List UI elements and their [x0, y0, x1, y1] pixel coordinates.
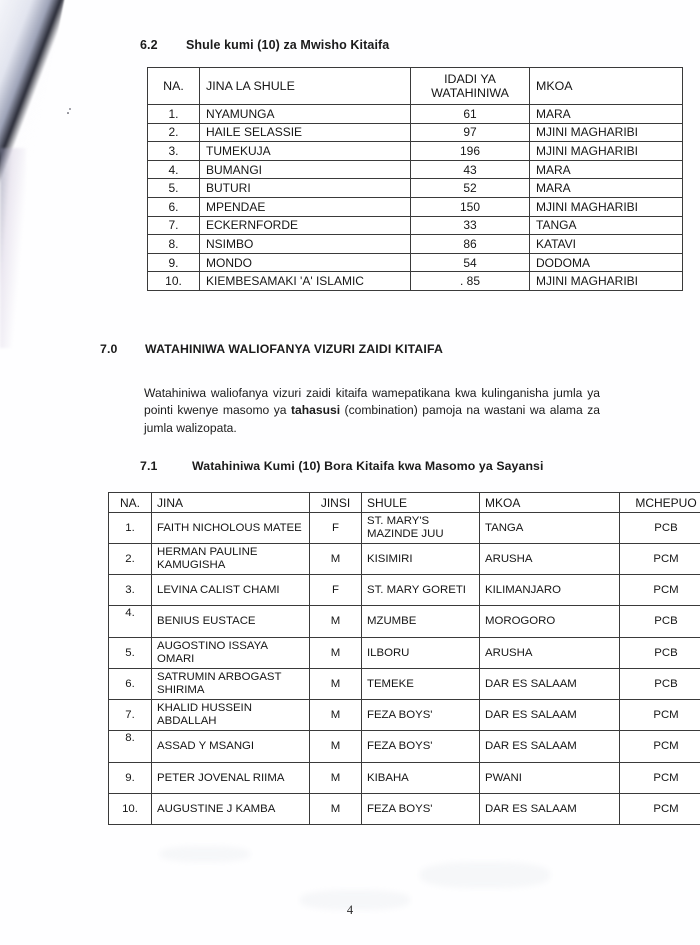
table-row: [109, 700, 700, 731]
cell-combination: PCM: [620, 763, 700, 794]
cell-na: 9.: [109, 763, 152, 794]
column-header-region: MKOA: [480, 493, 620, 513]
cell-school: ST. MARY'S MAZINDE JUU: [362, 513, 480, 544]
cell-na: 5.: [148, 179, 200, 198]
paragraph-part-2: (combination) pamoja na wastani wa alama za jumla walizopata.: [144, 403, 600, 435]
cell-combination: PCM: [620, 575, 700, 606]
cell-combination: PCM: [620, 794, 700, 825]
cell-na: 2.: [109, 544, 152, 575]
table-row: [109, 763, 700, 794]
column-header-na: NA.: [109, 493, 152, 513]
table-row: [109, 513, 700, 544]
cell-student-name: SATRUMIN ARBOGAST SHIRIMA: [152, 669, 310, 700]
cell-candidate-count: 54: [411, 253, 530, 272]
cell-combination: PCM: [620, 544, 700, 575]
cell-sex: M: [310, 638, 362, 669]
cell-region: DODOMA: [530, 253, 683, 272]
cell-candidate-count: 196: [411, 142, 530, 161]
cell-school-name: MONDO: [200, 253, 411, 272]
cell-school-name: NYAMUNGA: [200, 105, 411, 124]
paragraph-emphasis-tahasusi: tahasusi: [290, 403, 341, 418]
cell-sex: M: [310, 794, 362, 825]
scan-edge-shadow: [0, 0, 66, 314]
cell-region: MJINI MAGHARIBI: [530, 272, 683, 291]
cell-region: MARA: [530, 105, 683, 124]
cell-region: DAR ES SALAAM: [480, 700, 620, 731]
cell-na: 1.: [109, 513, 152, 544]
table-row: [109, 544, 700, 575]
cell-na: 4.: [148, 160, 200, 179]
table-row: [148, 216, 683, 235]
cell-na: 9.: [148, 253, 200, 272]
cell-school: ILBORU: [362, 638, 480, 669]
table-row: [148, 253, 683, 272]
cell-region: MARA: [530, 179, 683, 198]
cell-candidate-count: 52: [411, 179, 530, 198]
cell-sex: M: [310, 731, 362, 763]
cell-sex: M: [310, 700, 362, 731]
table-row: [148, 142, 683, 161]
cell-na: 3.: [148, 142, 200, 161]
cell-school-name: TUMEKUJA: [200, 142, 411, 161]
cell-na: 10.: [109, 794, 152, 825]
cell-candidate-count: 97: [411, 123, 530, 142]
cell-school: FEZA BOYS': [362, 700, 480, 731]
column-header-na: NA.: [148, 68, 200, 105]
cell-region: TANGA: [530, 216, 683, 235]
cell-student-name: PETER JOVENAL RIIMA: [152, 763, 310, 794]
table-row: [148, 123, 683, 142]
cell-region: PWANI: [480, 763, 620, 794]
scan-bleed-mark: [420, 862, 550, 888]
cell-combination: PCM: [620, 731, 700, 763]
paragraph-part-1: Watahiniwa waliofanya vizuri zaidi kitaifa wamepatikana kwa kulinganisha jumla ya pointi kwenye masomo ya: [144, 386, 600, 418]
table-header-row: [148, 68, 683, 105]
cell-school: FEZA BOYS': [362, 794, 480, 825]
cell-school-name: HAILE SELASSIE: [200, 123, 411, 142]
section-number: 7.0: [100, 342, 118, 356]
table-row: [148, 197, 683, 216]
section-heading-7-0: [100, 342, 443, 356]
cell-student-name: BENIUS EUSTACE: [152, 606, 310, 638]
table-row: [109, 575, 700, 606]
table-row: [109, 731, 700, 763]
section-number: 7.1: [140, 459, 158, 473]
cell-candidate-count: 43: [411, 160, 530, 179]
section-title: WATAHINIWA WALIOFANYA VIZURI ZAIDI KITAIFA: [145, 342, 443, 356]
cell-school-name: ECKERNFORDE: [200, 216, 411, 235]
cell-region: DAR ES SALAAM: [480, 794, 620, 825]
cell-school: FEZA BOYS': [362, 731, 480, 763]
cell-sex: M: [310, 606, 362, 638]
cell-school: ST. MARY GORETI: [362, 575, 480, 606]
cell-candidate-count: 150: [411, 197, 530, 216]
cell-region: MJINI MAGHARIBI: [530, 142, 683, 161]
section-heading-6-2: [140, 38, 389, 52]
table-row: [148, 160, 683, 179]
cell-na: 3.: [109, 575, 152, 606]
cell-region: MARA: [530, 160, 683, 179]
cell-student-name: AUGOSTINO ISSAYA OMARI: [152, 638, 310, 669]
cell-sex: M: [310, 763, 362, 794]
cell-region: MJINI MAGHARIBI: [530, 197, 683, 216]
cell-region: ARUSHA: [480, 544, 620, 575]
table-header-row: [109, 493, 700, 513]
cell-combination: PCB: [620, 513, 700, 544]
cell-school-name: BUTURI: [200, 179, 411, 198]
cell-na: 7.: [109, 700, 152, 731]
cell-na: 8.: [148, 235, 200, 254]
table-row: [109, 638, 700, 669]
cell-na: 6.: [109, 669, 152, 700]
scan-speck: [67, 112, 69, 114]
column-header-region: MKOA: [530, 68, 683, 105]
column-header-combination: MCHEPUO: [620, 493, 700, 513]
cell-combination: PCB: [620, 669, 700, 700]
column-header-line1: IDADI YA: [444, 72, 496, 86]
table-row: [148, 235, 683, 254]
cell-region: KILIMANJARO: [480, 575, 620, 606]
cell-region: MJINI MAGHARIBI: [530, 123, 683, 142]
table-row: [148, 179, 683, 198]
section-title: Shule kumi (10) za Mwisho Kitaifa: [186, 38, 390, 52]
cell-school-name: NSIMBO: [200, 235, 411, 254]
cell-candidate-count: 33: [411, 216, 530, 235]
table-row: [148, 272, 683, 291]
section-number: 6.2: [140, 38, 158, 52]
top-science-students-table: [108, 492, 700, 825]
column-header-line2: WATAHINIWA: [431, 86, 509, 100]
cell-school: TEMEKE: [362, 669, 480, 700]
cell-student-name: AUGUSTINE J KAMBA: [152, 794, 310, 825]
cell-region: MOROGORO: [480, 606, 620, 638]
cell-sex: M: [310, 669, 362, 700]
cell-student-name: KHALID HUSSEIN ABDALLAH: [152, 700, 310, 731]
cell-student-name: HERMAN PAULINE KAMUGISHA: [152, 544, 310, 575]
cell-na: 8.: [109, 731, 152, 763]
column-header-name: JINA: [152, 493, 310, 513]
cell-school-name: KIEMBESAMAKI 'A' ISLAMIC: [200, 272, 411, 291]
column-header-school-name: JINA LA SHULE: [200, 68, 411, 105]
cell-school: KIBAHA: [362, 763, 480, 794]
column-header-school: SHULE: [362, 493, 480, 513]
section-title: Watahiniwa Kumi (10) Bora Kitaifa kwa Masomo ya Sayansi: [192, 459, 544, 473]
cell-region: ARUSHA: [480, 638, 620, 669]
cell-na: 1.: [148, 105, 200, 124]
table-row: [109, 794, 700, 825]
cell-na: 2.: [148, 123, 200, 142]
table-row: [148, 105, 683, 124]
page-number: 4: [346, 903, 354, 917]
section-7-0-paragraph: [144, 385, 600, 437]
cell-candidate-count: . 85: [411, 272, 530, 291]
cell-na: 6.: [148, 197, 200, 216]
bottom-schools-table: [147, 67, 683, 291]
cell-sex: F: [310, 575, 362, 606]
cell-student-name: ASSAD Y MSANGI: [152, 731, 310, 763]
table-row: [109, 669, 700, 700]
cell-candidate-count: 86: [411, 235, 530, 254]
cell-school-name: MPENDAE: [200, 197, 411, 216]
cell-na: 10.: [148, 272, 200, 291]
cell-student-name: FAITH NICHOLOUS MATEE: [152, 513, 310, 544]
cell-na: 4.: [109, 606, 152, 638]
scan-bleed-mark: [160, 846, 250, 862]
cell-region: TANGA: [480, 513, 620, 544]
scan-edge-shadow-lower: [0, 148, 26, 348]
cell-student-name: LEVINA CALIST CHAMI: [152, 575, 310, 606]
section-heading-7-1: [140, 459, 544, 473]
cell-region: DAR ES SALAAM: [480, 669, 620, 700]
cell-sex: F: [310, 513, 362, 544]
cell-combination: PCB: [620, 606, 700, 638]
cell-combination: PCM: [620, 700, 700, 731]
cell-sex: M: [310, 544, 362, 575]
cell-school: KISIMIRI: [362, 544, 480, 575]
column-header-sex: JINSI: [310, 493, 362, 513]
cell-school: MZUMBE: [362, 606, 480, 638]
cell-region: KATAVI: [530, 235, 683, 254]
cell-combination: PCB: [620, 638, 700, 669]
table-row: [109, 606, 700, 638]
cell-candidate-count: 61: [411, 105, 530, 124]
cell-na: 5.: [109, 638, 152, 669]
cell-region: DAR ES SALAAM: [480, 731, 620, 763]
cell-school-name: BUMANGI: [200, 160, 411, 179]
column-header-candidate-count: [411, 68, 530, 105]
cell-na: 7.: [148, 216, 200, 235]
scan-speck: [69, 108, 71, 110]
